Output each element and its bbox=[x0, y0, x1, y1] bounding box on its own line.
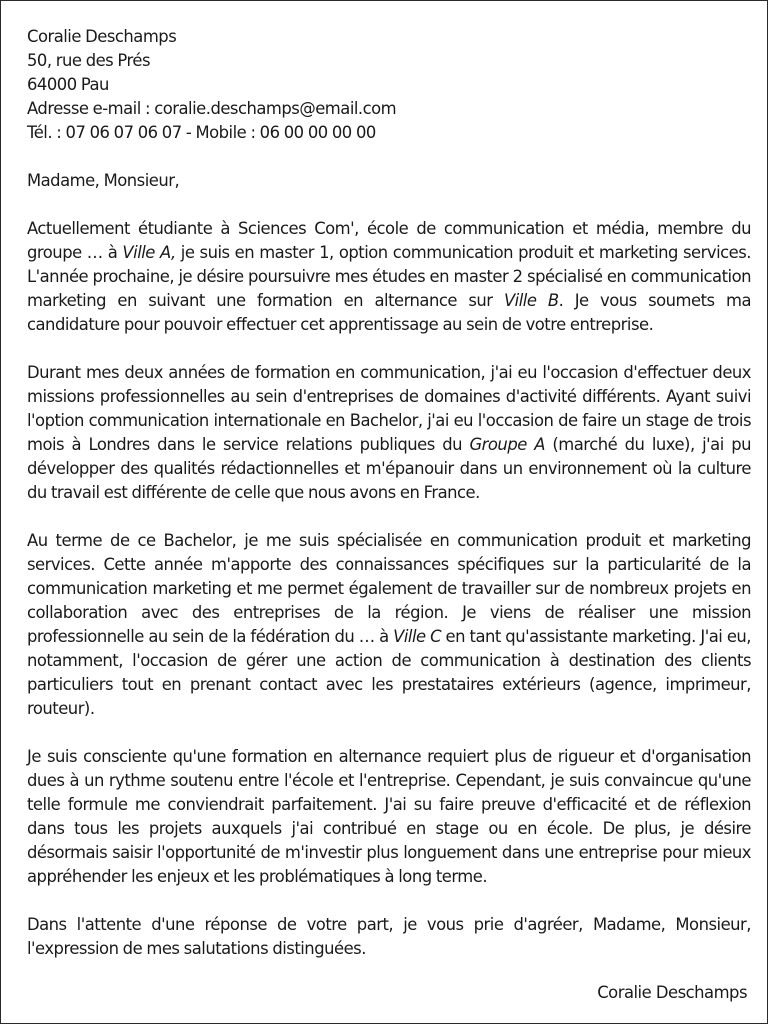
paragraph-2: Durant mes deux années de formation en communication, j'ai eu l'occasion d'effectuer deux missions professionnelles au sein d'entreprises de domaines d'activité différents. Ayant suivi l'option communication internationale en Bachelor, j'ai eu l'occasion de faire un stage de trois mois à Londres dans le service relations publiques du Groupe A (marché du luxe), j'ai pu développer des qualités rédactionnelles et m'épanouir dans un environnement où la culture du travail est différente de celle que nous avons en France. bbox=[27, 363, 751, 502]
paragraph-5: Dans l'attente d'une réponse de votre part, je vous prie d'agréer, Madame, Monsieur, l'expression de mes salutations distinguées. bbox=[27, 915, 751, 958]
paragraph-1: Actuellement étudiante à Sciences Com', école de communication et média, membre du groupe … à Ville A, je suis en master 1, option communication produit et marketing services. L'année prochaine, je désire poursuivre mes études en master 2 spécialisé en communication marketing en suivant une formation en alternance sur Ville B. Je vous soumets ma candidature pour pouvoir effectuer cet apprentissage au sein de votre entreprise. bbox=[27, 219, 751, 334]
paragraph-3: Au terme de ce Bachelor, je me suis spécialisée en communication produit et marketing services. Cette année m'apporte des connaissances spécifiques sur la particularité de la communication marketing et me permet également de travailler sur de nombreux projets en collaboration avec des entreprises de la région. Je viens de réaliser une mission professionnelle au sein de la fédération du … à Ville C en tant qu'assistante marketing. J'ai eu, notamment, l'occasion de gérer une action de communication à destination des clients particuliers tout en prenant contact avec les prestataires extérieurs (agence, imprimeur, routeur). bbox=[27, 531, 752, 718]
sender-email: Adresse e-mail : coralie.deschamps@email.com bbox=[27, 99, 397, 118]
city-a: Ville A, bbox=[122, 243, 176, 262]
group-a: Groupe A bbox=[469, 435, 545, 454]
signature: Coralie Deschamps bbox=[597, 983, 747, 1002]
sender-street: 50, rue des Prés bbox=[27, 51, 151, 70]
city-b: Ville B bbox=[503, 291, 559, 310]
sender-city: 64000 Pau bbox=[27, 75, 109, 94]
greeting: Madame, Monsieur, bbox=[27, 171, 180, 190]
sender-block bbox=[27, 25, 751, 145]
letter-body bbox=[27, 25, 751, 985]
paragraph-4: Je suis consciente qu'une formation en alternance requiert plus de rigueur et d'organisation dues à un rythme soutenu entre l'école et l'entreprise. Cependant, je suis convaincue qu'une telle formule me conviendrait parfaitement. J'ai su faire preuve d'efficacité et de réflexion dans tous les projets auxquels j'ai contribué en stage ou en école. De plus, je désire désormais saisir l'opportunité de m'investir plus longuement dans une entreprise pour mieux appréhender les enjeux et les problématiques à long terme. bbox=[27, 747, 751, 886]
city-c: Ville C bbox=[393, 627, 442, 646]
sender-name: Coralie Deschamps bbox=[27, 27, 177, 46]
sender-phones: Tél. : 07 06 07 06 07 - Mobile : 06 00 00 00 00 bbox=[27, 123, 376, 142]
